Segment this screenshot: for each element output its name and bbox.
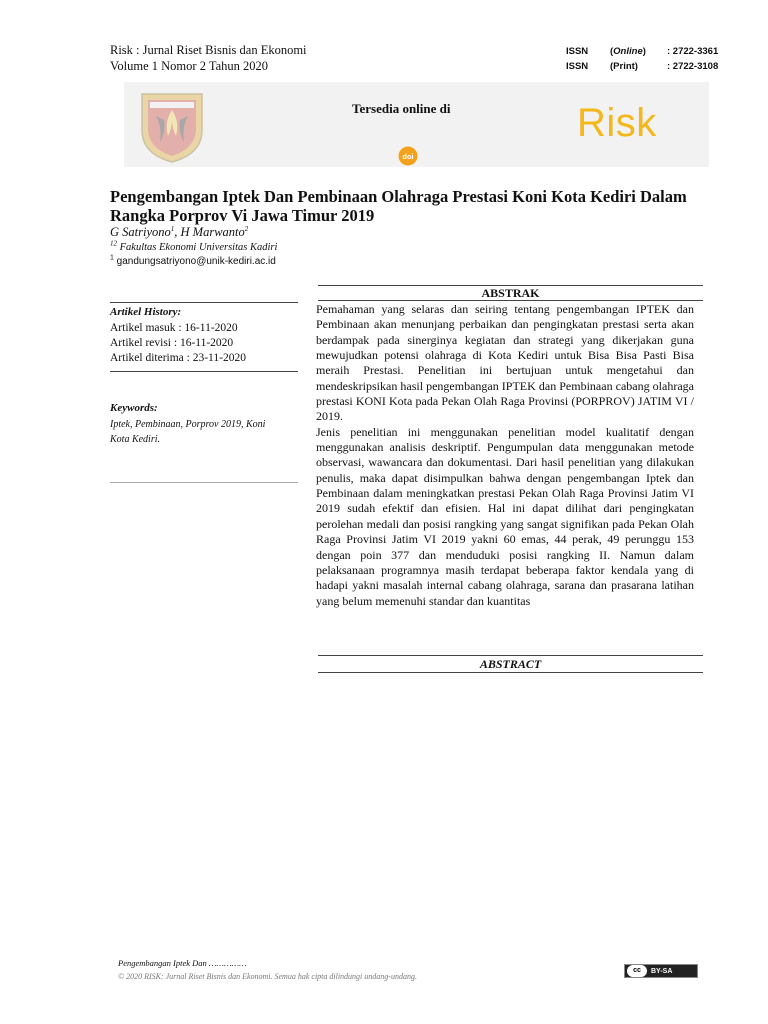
cc-icon: cc (627, 965, 647, 977)
university-seal-icon (134, 86, 210, 164)
abstrak-heading: ABSTRAK (481, 286, 540, 300)
info-divider-top (110, 302, 298, 303)
author-affiliation (110, 239, 278, 253)
author-1-sup: 1 (170, 224, 175, 233)
author-2-sup: 2 (244, 224, 249, 233)
journal-name: Risk : Jurnal Riset Bisnis dan Ekonomi (110, 43, 307, 57)
abstract-rule-top (318, 655, 703, 656)
author-separator: , (174, 225, 181, 239)
abstrak-rule-under-heading (318, 300, 703, 301)
info-divider-middle (110, 371, 298, 372)
email-text[interactable]: gandungsatriyono@unik-kediri.ac.id (113, 256, 276, 267)
available-online-label: Tersedia online di (352, 101, 451, 116)
issn-online-value: : 2722-3361 (667, 46, 719, 57)
author-1: G Satriyono (110, 225, 171, 239)
issn-print-value: : 2722-3108 (667, 61, 719, 72)
keywords-text: Iptek, Pembinaan, Porprov 2019, Koni Kota Kediri. (110, 419, 266, 445)
abstrak-paragraph-1: Pemahaman yang selaras dan seiring tentang pengembangan IPTEK dan Pembinaan akan menunjang perbaikan dan pengingkatan prestasi serta akan berdampak pada sinerginya kegiatan dan strategi yang dikerjakan guna mewujudkan potensi olahraga di Kota Kediri untuk Bisa Bisa Pasti Bisa meraih Prestasi. Penelitian ini bertujuan untuk mengetahui dan mendeskripsikan hasil pengembangan IPTEK dan Pembinaan cabang olahraga prestasi KONI Kota pada Pekan Olah Raga Provinsi (PORPROV) JATIM VI / 2019. (316, 302, 694, 424)
abstract-heading: ABSTRACT (479, 657, 542, 671)
article-title: Pengembangan Iptek Dan Pembinaan Olahraga Prestasi Koni Kota Kediri Dalam Rangka Porprov Vi Jawa Timur 2019 (110, 187, 687, 225)
abstrak-body (316, 302, 694, 609)
doi-icon-label: doi (402, 152, 414, 161)
issn-online (566, 46, 718, 57)
abstrak-paragraph-2: Jenis penelitian ini menggunakan penelitian model kualitatif dengan menggunakan analisis deskriptif. Pengumpulan data menggunakan metode observasi, wawancara dan dokumentasi. Dari hasil penelitian yang dilakukan penulis, maka dapat disimpulkan bahwa dengan pengembangan Iptek dan Pembinaan dalam meningkatkan prestasi Pekan Olah Raga Provinsi Jatim VI 2019 sudah efektif dan efisien. Hal ini dapat dilihat dari pengingkatan perolehan medali dan posisi rangking yang sangat signifikan pada Pekan Olah Raga Provinsi Jatim VI 2019 yakni 60 emas, 44 perak, 49 perunggu 153 dengan poin 377 dan menduduki posisi rangking II. Namun dalam pelaksanaan programnya masih terdapat beberapa faktor kendala yang di hadapi yakni masalah internal cabang olahraga, sarana dan prasarana latihan yang belum memenuhi standar dan kuantitas (316, 424, 694, 608)
issn-print (566, 61, 718, 72)
issn-print-label: (Print) (610, 61, 638, 72)
article-authors (110, 225, 248, 240)
running-title: Pengembangan Iptek Dan …………… (118, 958, 247, 968)
issn-online-label: (Online) (610, 46, 646, 57)
history-received: Artikel masuk : 16-11-2020 (110, 322, 238, 334)
license-text: BY-SA (651, 967, 673, 975)
info-divider-bottom (110, 482, 298, 483)
article-history-heading: Artikel History: (110, 306, 182, 318)
history-accepted: Artikel diterima : 23-11-2020 (110, 352, 246, 364)
keywords-heading: Keywords: (110, 402, 158, 414)
copyright-notice: © 2020 RISK: Jurnal Riset Bisnis dan Ekonomi. Semua hak cipta dilindungi undang-undang. (118, 972, 417, 981)
author-email[interactable] (110, 256, 276, 267)
author-2: H Marwanto (180, 225, 245, 239)
issn-online-prefix: ISSN (566, 46, 589, 57)
affiliation-sup: 12 (110, 239, 117, 248)
affiliation-text: Fakultas Ekonomi Universitas Kadiri (117, 242, 278, 253)
journal-brand: Risk (577, 101, 657, 145)
license-badge[interactable] (624, 964, 698, 978)
abstract-rule-bottom (318, 672, 703, 673)
journal-volume: Volume 1 Nomor 2 Tahun 2020 (110, 59, 269, 73)
email-sup: 1 (110, 254, 114, 262)
issn-print-prefix: ISSN (566, 61, 589, 72)
history-revised: Artikel revisi : 16-11-2020 (110, 337, 234, 349)
doi-icon[interactable] (398, 146, 418, 166)
